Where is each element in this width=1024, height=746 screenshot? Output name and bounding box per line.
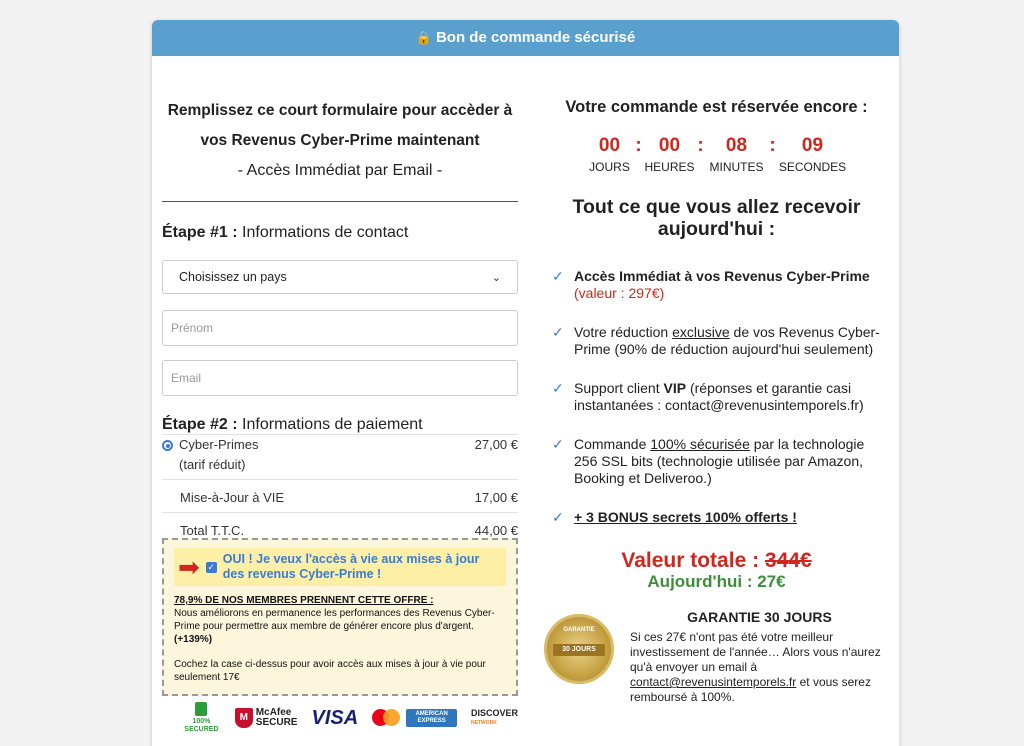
- intro-line-1: Remplissez ce court formulaire pour accèder à: [167, 102, 513, 119]
- check-icon: ✓: [552, 436, 564, 452]
- price-label: Mise-à-Jour à VIE: [180, 490, 285, 505]
- amex-logo: AMERICAN EXPRESS: [406, 709, 457, 727]
- step-2-heading: [162, 416, 518, 434]
- reservation-title: Votre commande est réservée encore :: [565, 98, 868, 116]
- lock-icon: 🔒: [415, 30, 432, 45]
- benefit-item: ✓ + 3 BONUS secrets 100% offerts !: [552, 509, 797, 525]
- step-2-text: Informations de paiement: [242, 416, 423, 433]
- benefit-item: ✓ Votre réduction exclusive de vos Revenus Cyber-Prime (90% de réduction aujourd'hui seulement): [552, 324, 880, 357]
- upsell-stat: 78,9% DE NOS MEMBRES PRENNENT CETTE OFFRE :: [174, 595, 434, 606]
- price-label: Total T.T.C.: [180, 523, 245, 538]
- price-value: 44,00 €: [474, 523, 518, 538]
- email-placeholder: Email: [171, 371, 202, 385]
- price-value: 17,00 €: [474, 490, 518, 505]
- right-column: [544, 56, 889, 705]
- price-table: [162, 434, 518, 538]
- upsell-body: [174, 594, 506, 684]
- benefits-list: [544, 268, 889, 526]
- timer-days: 00 JOURS: [589, 135, 630, 174]
- receive-title: Tout ce que vous allez recevoir aujourd'hui :: [572, 196, 861, 240]
- trust-badges: [162, 702, 518, 734]
- upsell-headline: OUI ! Je veux l'accès à vie aux mises à jour des revenus Cyber-Prime !: [222, 552, 480, 581]
- timer-seconds: 09 SECONDES: [778, 135, 847, 174]
- benefit-item: ✓ Accès Immédiat à vos Revenus Cyber-Prime (valeur : 297€): [552, 268, 870, 301]
- check-icon: ✓: [552, 380, 564, 396]
- benefit-item: ✓ Support client VIP (réponses et garantie casi instantanées : contact@revenusintemporels.fr): [552, 380, 864, 413]
- total-value: Valeur totale : 344€: [621, 549, 812, 572]
- upsell-box: [162, 538, 518, 696]
- price-value: 27,00 €: [474, 437, 518, 452]
- benefit-item: ✓ Commande 100% sécurisée par la technologie 256 SSL bits (technologie utilisée par Amazon, Booking et Deliveroo.): [552, 436, 865, 486]
- step-2-label: Étape #2 :: [162, 416, 238, 433]
- price-label: Cyber-Primes: [179, 437, 259, 452]
- arrow-right-icon: ➡: [178, 552, 200, 582]
- country-select-value: Choisissez un pays: [179, 270, 287, 284]
- upsell-option[interactable]: [174, 548, 506, 586]
- email-input[interactable]: [162, 360, 518, 396]
- timer-separator: :: [697, 135, 704, 156]
- timer-minutes: 08 MINUTES: [709, 135, 764, 174]
- upsell-note: Cochez la case ci-dessus pour avoir accès aux mises à jour à vie pour seulement 17€: [174, 659, 486, 683]
- left-column: [162, 56, 518, 734]
- country-select[interactable]: [162, 260, 518, 294]
- ssl-badge: 100% SECURED: [182, 702, 221, 734]
- step-1-heading: [162, 224, 518, 242]
- first-name-input[interactable]: [162, 310, 518, 346]
- check-icon: ✓: [552, 268, 564, 284]
- check-icon: ✓: [552, 324, 564, 340]
- step-1-label: Étape #1 :: [162, 224, 238, 241]
- padlock-icon: [195, 702, 207, 716]
- mcafee-badge: M McAfee SECURE: [235, 708, 298, 728]
- price-row-cyber-primes[interactable]: [162, 434, 518, 479]
- timer-separator: :: [635, 135, 642, 156]
- upsell-bold: (+139%): [174, 634, 213, 645]
- order-form-card: [152, 20, 899, 746]
- discover-logo: DISCOVER NETWORK: [470, 708, 518, 726]
- radio-selected-icon[interactable]: [162, 440, 173, 451]
- guarantee-seal-icon: GARANTIE 30 JOURS: [544, 614, 614, 684]
- total-value-block: [544, 550, 889, 592]
- timer-hours: 00 HEURES: [644, 135, 695, 174]
- first-name-placeholder: Prénom: [171, 321, 214, 335]
- check-icon: ✓: [552, 509, 564, 525]
- mcafee-shield-icon: M: [235, 708, 253, 728]
- price-row-total: [162, 512, 518, 538]
- divider: [162, 201, 518, 202]
- mastercard-logo: [372, 709, 392, 727]
- guarantee-text: GARANTIE 30 JOURS Si ces 27€ n'ont pas été votre meilleur investissement de l'année… Alors vous n'aurez qu'à envoyer un email à contact@revenusintemporels.fr et vous serez remboursé à 100%.: [630, 610, 889, 705]
- intro-line-2: vos Revenus Cyber-Prime maintenant: [200, 132, 480, 149]
- card-header: [152, 20, 899, 56]
- step-1-text: Informations de contact: [242, 224, 409, 241]
- chevron-down-icon: ⌄: [491, 271, 501, 284]
- guarantee-block: [544, 610, 889, 705]
- contact-email-link[interactable]: contact@revenusintemporels.fr: [630, 675, 797, 689]
- price-sublabel: (tarif réduit): [179, 457, 246, 472]
- upsell-checkbox[interactable]: ✓: [207, 561, 216, 572]
- price-row-lifetime-update: [162, 479, 518, 512]
- intro-block: [162, 56, 518, 186]
- upsell-description: Nous améliorons en permanence les performances des Revenus Cyber-Prime pour permettre aux membre de générer encore plus d'argent.: [174, 608, 495, 632]
- header-title: Bon de commande sécurisé: [435, 29, 636, 46]
- intro-line-3: - Accès Immédiat par Email -: [237, 162, 443, 179]
- countdown-timer: [544, 135, 889, 174]
- guarantee-title: GARANTIE 30 JOURS: [687, 609, 832, 625]
- today-price: Aujourd'hui : 27€: [647, 572, 786, 591]
- visa-logo: VISA: [311, 706, 359, 729]
- timer-separator: :: [769, 135, 776, 156]
